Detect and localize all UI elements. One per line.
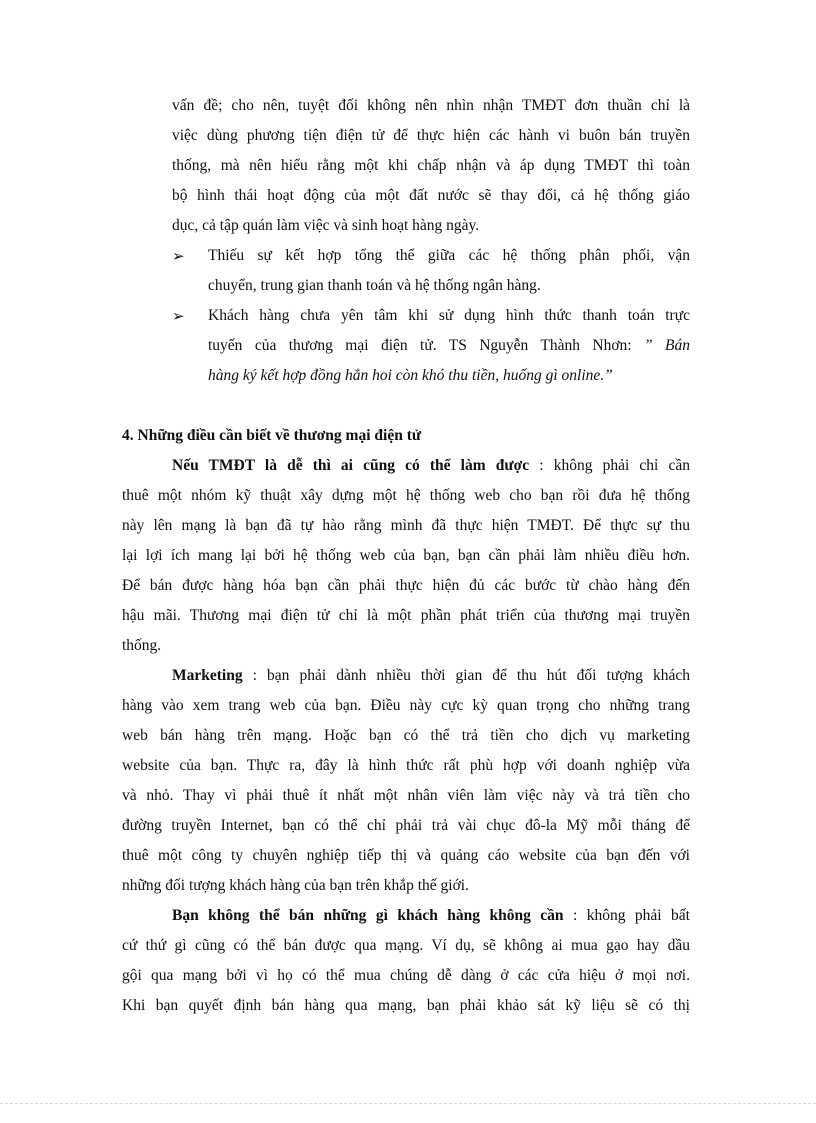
text-line: này lên mạng là bạn đã tự hào rằng mình đã thực hiện TMĐT. Để thực sự thu	[122, 517, 690, 534]
term-bold: Nếu TMĐT là dễ thì ai cũng có thể làm được	[172, 457, 530, 474]
text-line: bộ hình thái hoạt động của một đất nước sẽ thay đổi, cả hệ thống giáo	[172, 187, 690, 204]
text-line: dục, cả tập quán làm việc và sinh hoạt hàng ngày.	[172, 217, 480, 234]
text-line: vấn đề; cho nên, tuyệt đối không nên nhìn nhận TMĐT đơn thuần chỉ là	[172, 97, 690, 114]
text-line: web bán hàng trên mạng. Hoặc bạn có thể trả tiền cho dịch vụ marketing	[122, 727, 690, 744]
text-line: thuê một nhóm kỹ thuật xây dựng một hệ thống web cho bạn rồi đưa hệ thống	[122, 487, 690, 504]
text-line: thuê một công ty chuyên nghiệp tiếp thị và quảng cáo website của bạn đến với	[122, 847, 690, 864]
text-line	[172, 906, 690, 926]
text-line: hàng vào xem trang web của bạn. Điều này cực kỳ quan trọng cho những trang	[122, 697, 690, 714]
quote-text: ” Bán	[644, 337, 690, 354]
term-rest: : không phải chỉ cần	[529, 457, 690, 474]
text-line: lại lợi ích mang lại bởi hệ thống web của bạn, bạn cần phải làm nhiều điều hơn.	[122, 547, 690, 564]
text-line: đường truyền Internet, bạn có thể chỉ phải trả vài chục đô-la Mỹ mỗi tháng để	[122, 817, 690, 834]
text-line	[172, 456, 690, 476]
text-line	[172, 666, 690, 686]
term-rest: : bạn phải dành nhiều thời gian để thu hút đối tượng khách	[242, 667, 690, 684]
text-line: gội qua mạng bởi vì họ có thể mua chúng dễ dàng ở các cửa hiệu ở mọi nơi.	[122, 967, 690, 984]
text-line: Để bán được hàng hóa bạn cần phải thực hiện đủ các bước từ chào hàng đến	[122, 577, 690, 594]
text-line: những đối tượng khách hàng của bạn trên khắp thế giới.	[122, 877, 469, 894]
term-bold: Marketing	[172, 667, 243, 684]
text-line: thống, mà nên hiểu rằng một khi chấp nhận và áp dụng TMĐT thì toàn	[172, 157, 690, 174]
text-line: cứ thứ gì cũng có thể bán được qua mạng. Ví dụ, sẽ không ai mua gạo hay dầu	[122, 937, 690, 954]
arrow-bullet-icon: ➢	[172, 247, 185, 265]
text-line: và nhỏ. Thay vì phải thuê ít nhất một nhân viên làm việc này và trả tiền cho	[122, 787, 690, 804]
text-line: việc dùng phương tiện điện tử để thực hiện các hành vi buôn bán truyền	[172, 127, 690, 144]
section-heading: 4. Những điều cần biết về thương mại điện tử	[122, 427, 422, 444]
text-line: thống.	[122, 637, 162, 654]
text-line: Khi bạn quyết định bán hàng qua mạng, bạn phải khảo sát kỹ liệu sẽ có thị	[122, 997, 690, 1014]
bullet-text: Khách hàng chưa yên tâm khi sử dụng hình thức thanh toán trực	[208, 307, 690, 324]
bullet-text-normal: tuyến của thương mại điện tử. TS Nguyễn Thành Nhơn:	[208, 337, 644, 354]
text-line: website của bạn. Thực ra, đây là hình thức rất phù hợp với doanh nghiệp vừa	[122, 757, 690, 774]
term-bold: Bạn không thể bán những gì khách hàng không cần	[172, 907, 564, 924]
quote-text: hàng ký kết hợp đồng hẳn hoi còn khó thu tiền, huống gì online.”	[208, 367, 613, 384]
bullet-text: Thiếu sự kết hợp tổng thể giữa các hệ thống phân phối, vận	[208, 247, 690, 264]
bullet-text	[208, 336, 690, 356]
bullet-text: chuyển, trung gian thanh toán và hệ thống ngân hàng.	[208, 277, 541, 294]
arrow-bullet-icon: ➢	[172, 307, 185, 325]
term-rest: : không phải bất	[563, 907, 690, 924]
page-bottom-divider	[0, 1103, 816, 1104]
text-line: hậu mãi. Thương mại điện tử chỉ là một phần phát triển của thương mại truyền	[122, 607, 690, 624]
